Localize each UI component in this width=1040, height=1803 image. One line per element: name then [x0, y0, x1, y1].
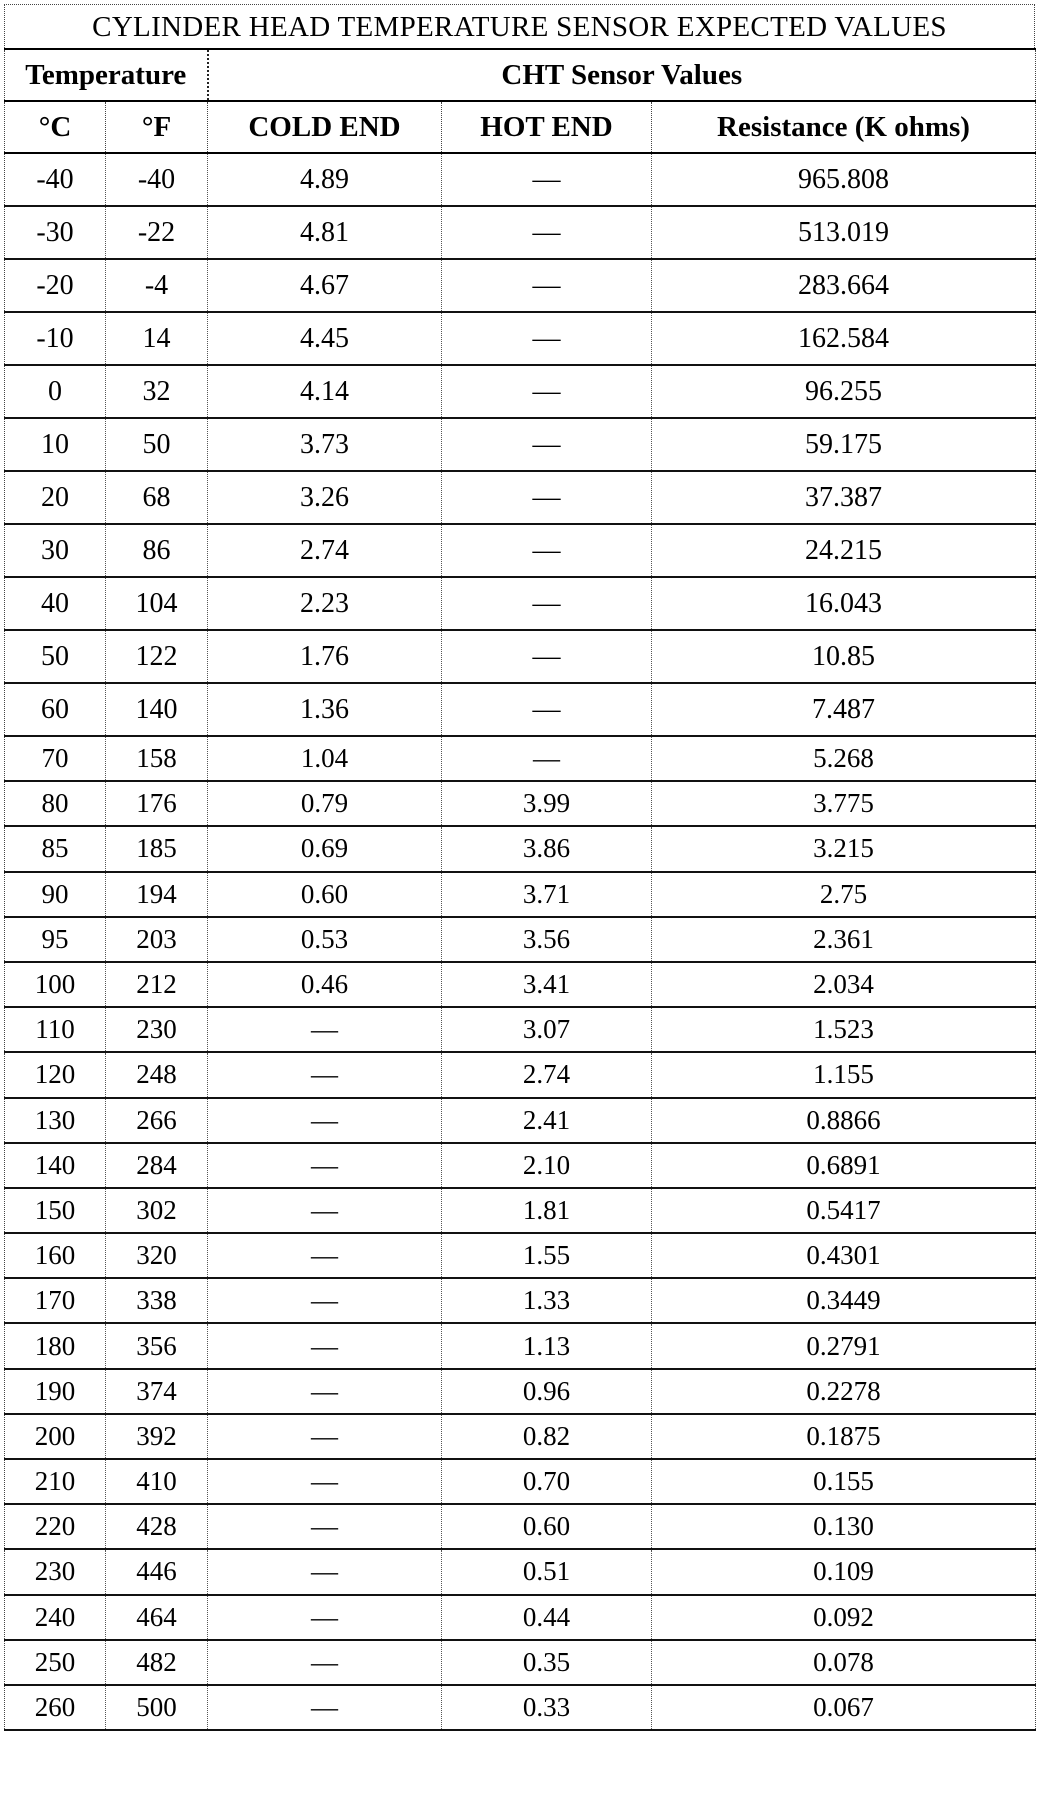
cell-resistance: 0.2278	[652, 1369, 1036, 1414]
cell-celsius: -40	[5, 153, 106, 206]
cell-fahrenheit: 185	[106, 826, 208, 871]
table-row	[5, 1052, 1036, 1097]
cell-hot-end: 3.07	[442, 1007, 652, 1052]
cell-hot-end: 3.71	[442, 872, 652, 917]
table-row	[5, 1369, 1036, 1414]
table-title: CYLINDER HEAD TEMPERATURE SENSOR EXPECTED VALUES	[4, 4, 1035, 48]
cell-fahrenheit: 194	[106, 872, 208, 917]
cell-resistance: 2.361	[652, 917, 1036, 962]
cell-cold-end: —	[208, 1369, 442, 1414]
cell-celsius: 90	[5, 872, 106, 917]
cell-fahrenheit: 266	[106, 1098, 208, 1143]
cell-celsius: 40	[5, 577, 106, 630]
cell-celsius: 30	[5, 524, 106, 577]
cell-fahrenheit: 500	[106, 1685, 208, 1730]
table-row	[5, 1323, 1036, 1368]
cell-fahrenheit: 32	[106, 365, 208, 418]
table-row	[5, 418, 1036, 471]
table-row	[5, 153, 1036, 206]
table-row	[5, 1233, 1036, 1278]
cell-cold-end: —	[208, 1233, 442, 1278]
cell-hot-end: 1.33	[442, 1278, 652, 1323]
cell-hot-end: 0.35	[442, 1640, 652, 1685]
cell-hot-end: 1.81	[442, 1188, 652, 1233]
table-body-upper	[5, 153, 1036, 736]
cell-celsius: -20	[5, 259, 106, 312]
table-row	[5, 1098, 1036, 1143]
cell-cold-end: 3.26	[208, 471, 442, 524]
cell-hot-end: 3.86	[442, 826, 652, 871]
cell-fahrenheit: 203	[106, 917, 208, 962]
cell-hot-end: —	[442, 630, 652, 683]
cell-celsius: 250	[5, 1640, 106, 1685]
cell-fahrenheit: 248	[106, 1052, 208, 1097]
cell-celsius: -30	[5, 206, 106, 259]
cell-hot-end: 1.13	[442, 1323, 652, 1368]
table-row	[5, 524, 1036, 577]
cell-cold-end: —	[208, 1549, 442, 1594]
cell-fahrenheit: 284	[106, 1143, 208, 1188]
cell-celsius: 190	[5, 1369, 106, 1414]
header-fahrenheit: °F	[106, 101, 208, 153]
table-row	[5, 259, 1036, 312]
cell-cold-end: 1.36	[208, 683, 442, 736]
cell-cold-end: 2.23	[208, 577, 442, 630]
cell-celsius: 210	[5, 1459, 106, 1504]
cell-fahrenheit: 176	[106, 781, 208, 826]
cell-celsius: 60	[5, 683, 106, 736]
cell-resistance: 1.155	[652, 1052, 1036, 1097]
header-cht-sensor-values: CHT Sensor Values	[208, 49, 1036, 101]
table-row	[5, 1640, 1036, 1685]
cell-fahrenheit: 86	[106, 524, 208, 577]
cell-fahrenheit: 50	[106, 418, 208, 471]
cell-resistance: 0.1875	[652, 1414, 1036, 1459]
cell-resistance: 0.5417	[652, 1188, 1036, 1233]
cell-celsius: 230	[5, 1549, 106, 1594]
cell-celsius: 260	[5, 1685, 106, 1730]
cell-cold-end: —	[208, 1504, 442, 1549]
table-row	[5, 736, 1036, 781]
cell-resistance: 7.487	[652, 683, 1036, 736]
cell-fahrenheit: -40	[106, 153, 208, 206]
cell-cold-end: —	[208, 1188, 442, 1233]
cell-hot-end: 0.44	[442, 1595, 652, 1640]
cell-resistance: 5.268	[652, 736, 1036, 781]
cell-cold-end: 0.46	[208, 962, 442, 1007]
cell-hot-end: 0.70	[442, 1459, 652, 1504]
cell-fahrenheit: 230	[106, 1007, 208, 1052]
cell-resistance: 0.155	[652, 1459, 1036, 1504]
cell-hot-end: 0.60	[442, 1504, 652, 1549]
cell-resistance: 513.019	[652, 206, 1036, 259]
cell-hot-end: —	[442, 683, 652, 736]
cell-hot-end: —	[442, 206, 652, 259]
cell-fahrenheit: 122	[106, 630, 208, 683]
table-row	[5, 826, 1036, 871]
header-row-group	[5, 49, 1036, 101]
table-row	[5, 365, 1036, 418]
cht-values-table	[4, 48, 1036, 1731]
header-temperature: Temperature	[5, 49, 208, 101]
cell-resistance: 24.215	[652, 524, 1036, 577]
table-row	[5, 917, 1036, 962]
cell-resistance: 2.75	[652, 872, 1036, 917]
cell-fahrenheit: 464	[106, 1595, 208, 1640]
table-row	[5, 577, 1036, 630]
header-hot-end: HOT END	[442, 101, 652, 153]
cell-cold-end: 0.53	[208, 917, 442, 962]
cell-celsius: 0	[5, 365, 106, 418]
cell-hot-end: —	[442, 365, 652, 418]
table-row	[5, 630, 1036, 683]
cell-resistance: 0.4301	[652, 1233, 1036, 1278]
table-row	[5, 312, 1036, 365]
cell-celsius: 180	[5, 1323, 106, 1368]
cell-cold-end: —	[208, 1640, 442, 1685]
cell-hot-end: 0.33	[442, 1685, 652, 1730]
cell-celsius: 150	[5, 1188, 106, 1233]
cell-fahrenheit: 158	[106, 736, 208, 781]
cell-hot-end: —	[442, 153, 652, 206]
cell-celsius: 120	[5, 1052, 106, 1097]
cell-resistance: 2.034	[652, 962, 1036, 1007]
cell-cold-end: 4.14	[208, 365, 442, 418]
cell-celsius: 50	[5, 630, 106, 683]
header-cold-end: COLD END	[208, 101, 442, 153]
cell-resistance: 0.6891	[652, 1143, 1036, 1188]
table-row	[5, 1278, 1036, 1323]
cell-hot-end: —	[442, 471, 652, 524]
cell-celsius: 140	[5, 1143, 106, 1188]
cell-resistance: 0.067	[652, 1685, 1036, 1730]
cell-resistance: 0.130	[652, 1504, 1036, 1549]
cell-hot-end: 1.55	[442, 1233, 652, 1278]
cell-fahrenheit: 320	[106, 1233, 208, 1278]
cell-resistance: 162.584	[652, 312, 1036, 365]
cell-celsius: 110	[5, 1007, 106, 1052]
cell-fahrenheit: 104	[106, 577, 208, 630]
cell-celsius: 170	[5, 1278, 106, 1323]
table-row	[5, 1414, 1036, 1459]
table-row	[5, 683, 1036, 736]
cell-celsius: 240	[5, 1595, 106, 1640]
table-row	[5, 781, 1036, 826]
cell-hot-end: 0.51	[442, 1549, 652, 1594]
cell-resistance: 0.3449	[652, 1278, 1036, 1323]
cell-celsius: 70	[5, 736, 106, 781]
cell-hot-end: —	[442, 312, 652, 365]
cht-expected-values-sheet	[4, 4, 1035, 1731]
cell-celsius: 20	[5, 471, 106, 524]
table-row	[5, 1549, 1036, 1594]
cell-fahrenheit: 410	[106, 1459, 208, 1504]
cell-resistance: 3.215	[652, 826, 1036, 871]
cell-cold-end: —	[208, 1098, 442, 1143]
cell-resistance: 283.664	[652, 259, 1036, 312]
cell-resistance: 0.8866	[652, 1098, 1036, 1143]
cell-hot-end: —	[442, 524, 652, 577]
cell-celsius: 95	[5, 917, 106, 962]
cell-resistance: 3.775	[652, 781, 1036, 826]
table-row	[5, 1459, 1036, 1504]
cell-cold-end: 1.76	[208, 630, 442, 683]
cell-fahrenheit: 140	[106, 683, 208, 736]
cell-fahrenheit: 14	[106, 312, 208, 365]
cell-cold-end: —	[208, 1414, 442, 1459]
cell-hot-end: 3.99	[442, 781, 652, 826]
cell-cold-end: —	[208, 1143, 442, 1188]
cell-celsius: 220	[5, 1504, 106, 1549]
table-row	[5, 962, 1036, 1007]
cell-hot-end: —	[442, 259, 652, 312]
cell-celsius: 10	[5, 418, 106, 471]
table-row	[5, 1007, 1036, 1052]
cell-hot-end: 0.96	[442, 1369, 652, 1414]
table-row	[5, 1188, 1036, 1233]
cell-fahrenheit: 392	[106, 1414, 208, 1459]
table-body-lower	[5, 736, 1036, 1730]
cell-fahrenheit: 446	[106, 1549, 208, 1594]
cell-celsius: 200	[5, 1414, 106, 1459]
table-row	[5, 1595, 1036, 1640]
cell-celsius: 85	[5, 826, 106, 871]
cell-fahrenheit: -22	[106, 206, 208, 259]
cell-fahrenheit: 428	[106, 1504, 208, 1549]
cell-cold-end: —	[208, 1007, 442, 1052]
cell-fahrenheit: 302	[106, 1188, 208, 1233]
cell-resistance: 965.808	[652, 153, 1036, 206]
cell-hot-end: —	[442, 736, 652, 781]
cell-cold-end: 2.74	[208, 524, 442, 577]
cell-cold-end: 3.73	[208, 418, 442, 471]
cell-cold-end: 4.45	[208, 312, 442, 365]
table-row	[5, 872, 1036, 917]
header-row-columns	[5, 101, 1036, 153]
cell-cold-end: —	[208, 1278, 442, 1323]
cell-cold-end: 4.81	[208, 206, 442, 259]
cell-cold-end: —	[208, 1323, 442, 1368]
cell-hot-end: —	[442, 577, 652, 630]
cell-resistance: 10.85	[652, 630, 1036, 683]
cell-hot-end: 2.41	[442, 1098, 652, 1143]
cell-resistance: 37.387	[652, 471, 1036, 524]
cell-resistance: 0.078	[652, 1640, 1036, 1685]
cell-cold-end: —	[208, 1459, 442, 1504]
cell-fahrenheit: -4	[106, 259, 208, 312]
cell-fahrenheit: 338	[106, 1278, 208, 1323]
cell-cold-end: 0.79	[208, 781, 442, 826]
cell-hot-end: 3.56	[442, 917, 652, 962]
table-row	[5, 471, 1036, 524]
cell-cold-end: —	[208, 1595, 442, 1640]
cell-fahrenheit: 374	[106, 1369, 208, 1414]
cell-hot-end: 2.10	[442, 1143, 652, 1188]
cell-resistance: 0.092	[652, 1595, 1036, 1640]
cell-cold-end: —	[208, 1685, 442, 1730]
cell-hot-end: 0.82	[442, 1414, 652, 1459]
cell-fahrenheit: 356	[106, 1323, 208, 1368]
cell-cold-end: —	[208, 1052, 442, 1097]
cell-hot-end: 3.41	[442, 962, 652, 1007]
cell-cold-end: 0.69	[208, 826, 442, 871]
cell-resistance: 59.175	[652, 418, 1036, 471]
table-row	[5, 1143, 1036, 1188]
cell-cold-end: 4.67	[208, 259, 442, 312]
cell-fahrenheit: 212	[106, 962, 208, 1007]
cell-hot-end: 2.74	[442, 1052, 652, 1097]
cell-resistance: 0.2791	[652, 1323, 1036, 1368]
cell-resistance: 16.043	[652, 577, 1036, 630]
cell-celsius: -10	[5, 312, 106, 365]
cell-resistance: 96.255	[652, 365, 1036, 418]
cell-cold-end: 0.60	[208, 872, 442, 917]
header-resistance: Resistance (K ohms)	[652, 101, 1036, 153]
cell-celsius: 130	[5, 1098, 106, 1143]
cell-fahrenheit: 482	[106, 1640, 208, 1685]
table-row	[5, 1504, 1036, 1549]
cell-resistance: 0.109	[652, 1549, 1036, 1594]
cell-celsius: 160	[5, 1233, 106, 1278]
cell-fahrenheit: 68	[106, 471, 208, 524]
table-row	[5, 206, 1036, 259]
cell-cold-end: 1.04	[208, 736, 442, 781]
table-header	[5, 49, 1036, 153]
cell-celsius: 100	[5, 962, 106, 1007]
cell-hot-end: —	[442, 418, 652, 471]
cell-resistance: 1.523	[652, 1007, 1036, 1052]
cell-cold-end: 4.89	[208, 153, 442, 206]
table-row	[5, 1685, 1036, 1730]
cell-celsius: 80	[5, 781, 106, 826]
header-celsius: °C	[5, 101, 106, 153]
